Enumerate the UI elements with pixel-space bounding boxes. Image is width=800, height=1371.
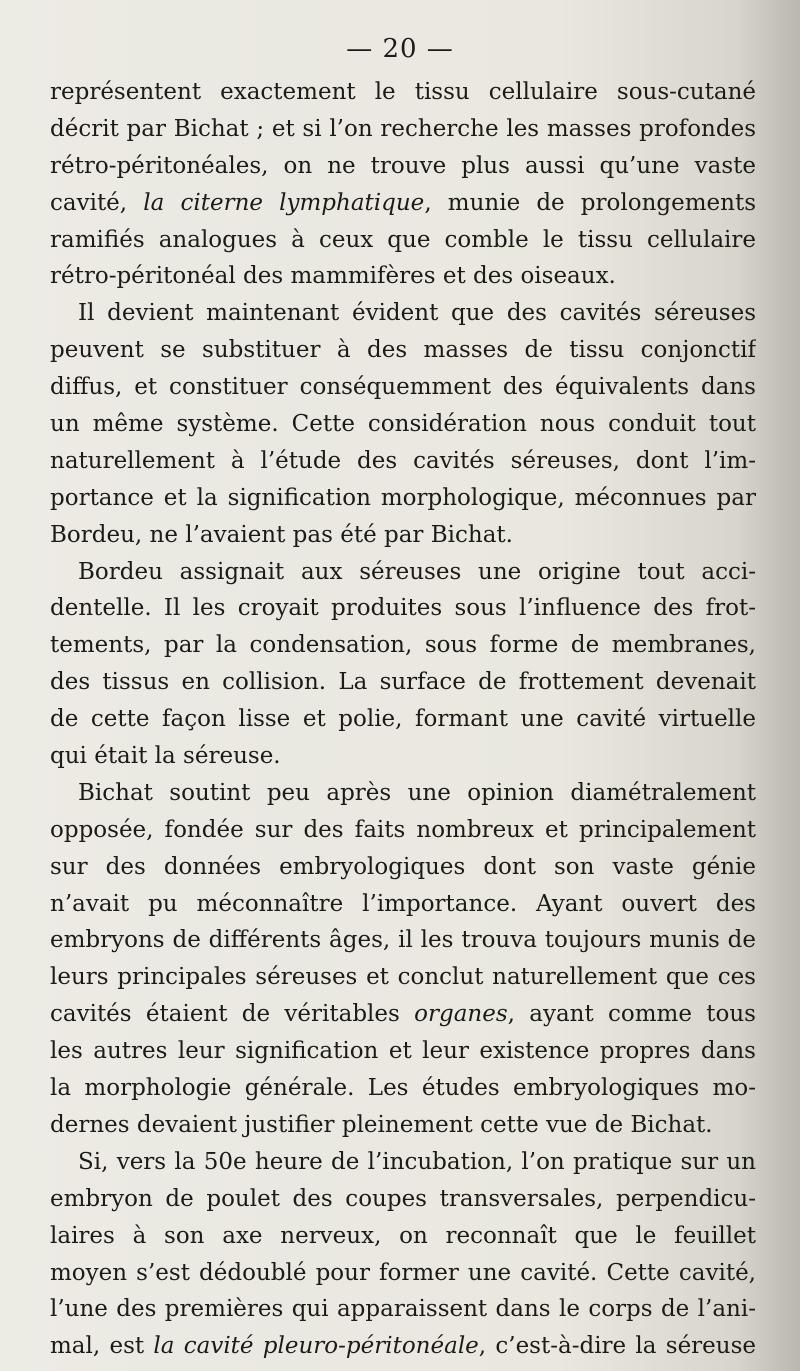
text-run: Bordeu, ne l’avaient pas été par Bichat.	[50, 521, 513, 548]
text-line	[50, 480, 756, 517]
text-line	[50, 295, 756, 332]
text-line	[50, 701, 756, 738]
text-run: , c’est-à-dire la séreuse	[478, 1333, 756, 1360]
text-line	[50, 406, 756, 443]
text-run: cavités étaient de véritables	[50, 1001, 415, 1028]
text-line	[50, 1033, 756, 1070]
text-run: , munie de prolongements	[424, 189, 756, 216]
text-line	[50, 1255, 756, 1292]
page-number: — 20 —	[346, 34, 454, 64]
text-line	[50, 1107, 756, 1144]
text-line	[50, 1144, 756, 1181]
text-line	[50, 74, 756, 111]
text-line	[50, 1218, 756, 1255]
text-line	[50, 775, 756, 812]
text-run: les autres leur signification et leur existence propres dans	[50, 1038, 756, 1065]
text-run: représentent exactement le tissu cellulaire sous-cutané	[50, 79, 756, 105]
text-line	[50, 332, 756, 369]
text-line	[50, 664, 756, 701]
text-line	[50, 1291, 756, 1328]
italic-phrase: organes	[414, 1001, 508, 1028]
text-run: n’avait pu méconnaître l’importance. Ayant ouvert des	[50, 890, 756, 917]
text-line	[50, 627, 756, 664]
text-line	[50, 369, 756, 406]
text-run: peuvent se substituer à des masses de tissu conjonctif	[50, 337, 756, 364]
text-run: de cette façon lisse et polie, formant une cavité virtuelle	[50, 706, 756, 733]
italic-phrase: la citerne lymphatique	[143, 189, 425, 216]
body-text	[50, 74, 756, 1365]
text-run: rétro-péritonéales, on ne trouve plus aussi qu’une vaste	[50, 152, 756, 179]
text-line	[50, 1328, 756, 1365]
text-line	[50, 849, 756, 886]
text-run: rétro-péritonéal des mammifères et des oiseaux.	[50, 263, 616, 290]
text-run: moyen s’est dédoublé pour former une cavité. Cette cavité,	[50, 1259, 756, 1286]
text-line	[50, 222, 756, 259]
text-run: laires à son axe nerveux, on reconnaît que le feuillet	[50, 1222, 756, 1249]
text-line	[50, 258, 756, 295]
text-line	[50, 185, 756, 222]
text-run: Bordeu assignait aux séreuses une origine tout acci-	[78, 558, 756, 585]
text-line	[50, 517, 756, 554]
text-run: embryon de poulet des coupes transversales, perpendicu-	[50, 1185, 756, 1212]
text-line	[50, 922, 756, 959]
text-run: , ayant comme tous	[507, 1001, 756, 1028]
text-run: mal, est	[50, 1333, 154, 1360]
text-line	[50, 443, 756, 480]
text-run: leurs principales séreuses et conclut naturellement que ces	[50, 964, 756, 991]
text-line	[50, 111, 756, 148]
text-run: Il devient maintenant évident que des cavités séreuses	[78, 300, 756, 327]
text-line	[50, 738, 756, 775]
text-run: ramifiés analogues à ceux que comble le tissu cellulaire	[50, 226, 756, 253]
text-run: naturellement à l’étude des cavités séreuses, dont l’im-	[50, 447, 756, 474]
text-run: cavité,	[50, 189, 144, 216]
text-line	[50, 148, 756, 185]
text-run: l’une des premières qui apparaissent dans le corps de l’ani-	[50, 1296, 756, 1323]
text-run: dernes devaient justifier pleinement cette vue de Bichat.	[50, 1111, 713, 1138]
text-run: Bichat soutint peu après une opinion diamétralement	[78, 779, 756, 806]
text-line	[50, 554, 756, 591]
text-line	[50, 996, 756, 1033]
text-run: embryons de différents âges, il les trouva toujours munis de	[50, 927, 756, 954]
text-run: opposée, fondée sur des faits nombreux et principalement	[50, 816, 756, 843]
text-run: tements, par la condensation, sous forme de membranes,	[50, 632, 756, 659]
text-line	[50, 886, 756, 923]
text-run: diffus, et constituer conséquemment des équivalents dans	[50, 374, 756, 401]
text-line	[50, 590, 756, 627]
text-run: décrit par Bichat ; et si l’on recherche les masses profondes	[50, 115, 756, 142]
text-run: dentelle. Il les croyait produites sous l’influence des frot-	[50, 595, 756, 622]
text-run: Si, vers la 50e heure de l’incubation, l’on pratique sur un	[78, 1148, 756, 1175]
italic-phrase: la cavité pleuro-péritonéale	[153, 1333, 479, 1360]
text-line	[50, 1181, 756, 1218]
text-run: portance et la signification morphologique, méconnues par	[50, 484, 756, 511]
text-run: des tissus en collision. La surface de frottement devenait	[50, 669, 756, 696]
text-line	[50, 959, 756, 996]
text-line	[50, 1070, 756, 1107]
text-run: la morphologie générale. Les études embryologiques mo-	[50, 1075, 756, 1102]
text-run: sur des données embryologiques dont son vaste génie	[50, 853, 756, 880]
text-run: qui était la séreuse.	[50, 743, 281, 770]
text-run: un même système. Cette considération nous conduit tout	[50, 411, 756, 438]
text-line	[50, 812, 756, 849]
